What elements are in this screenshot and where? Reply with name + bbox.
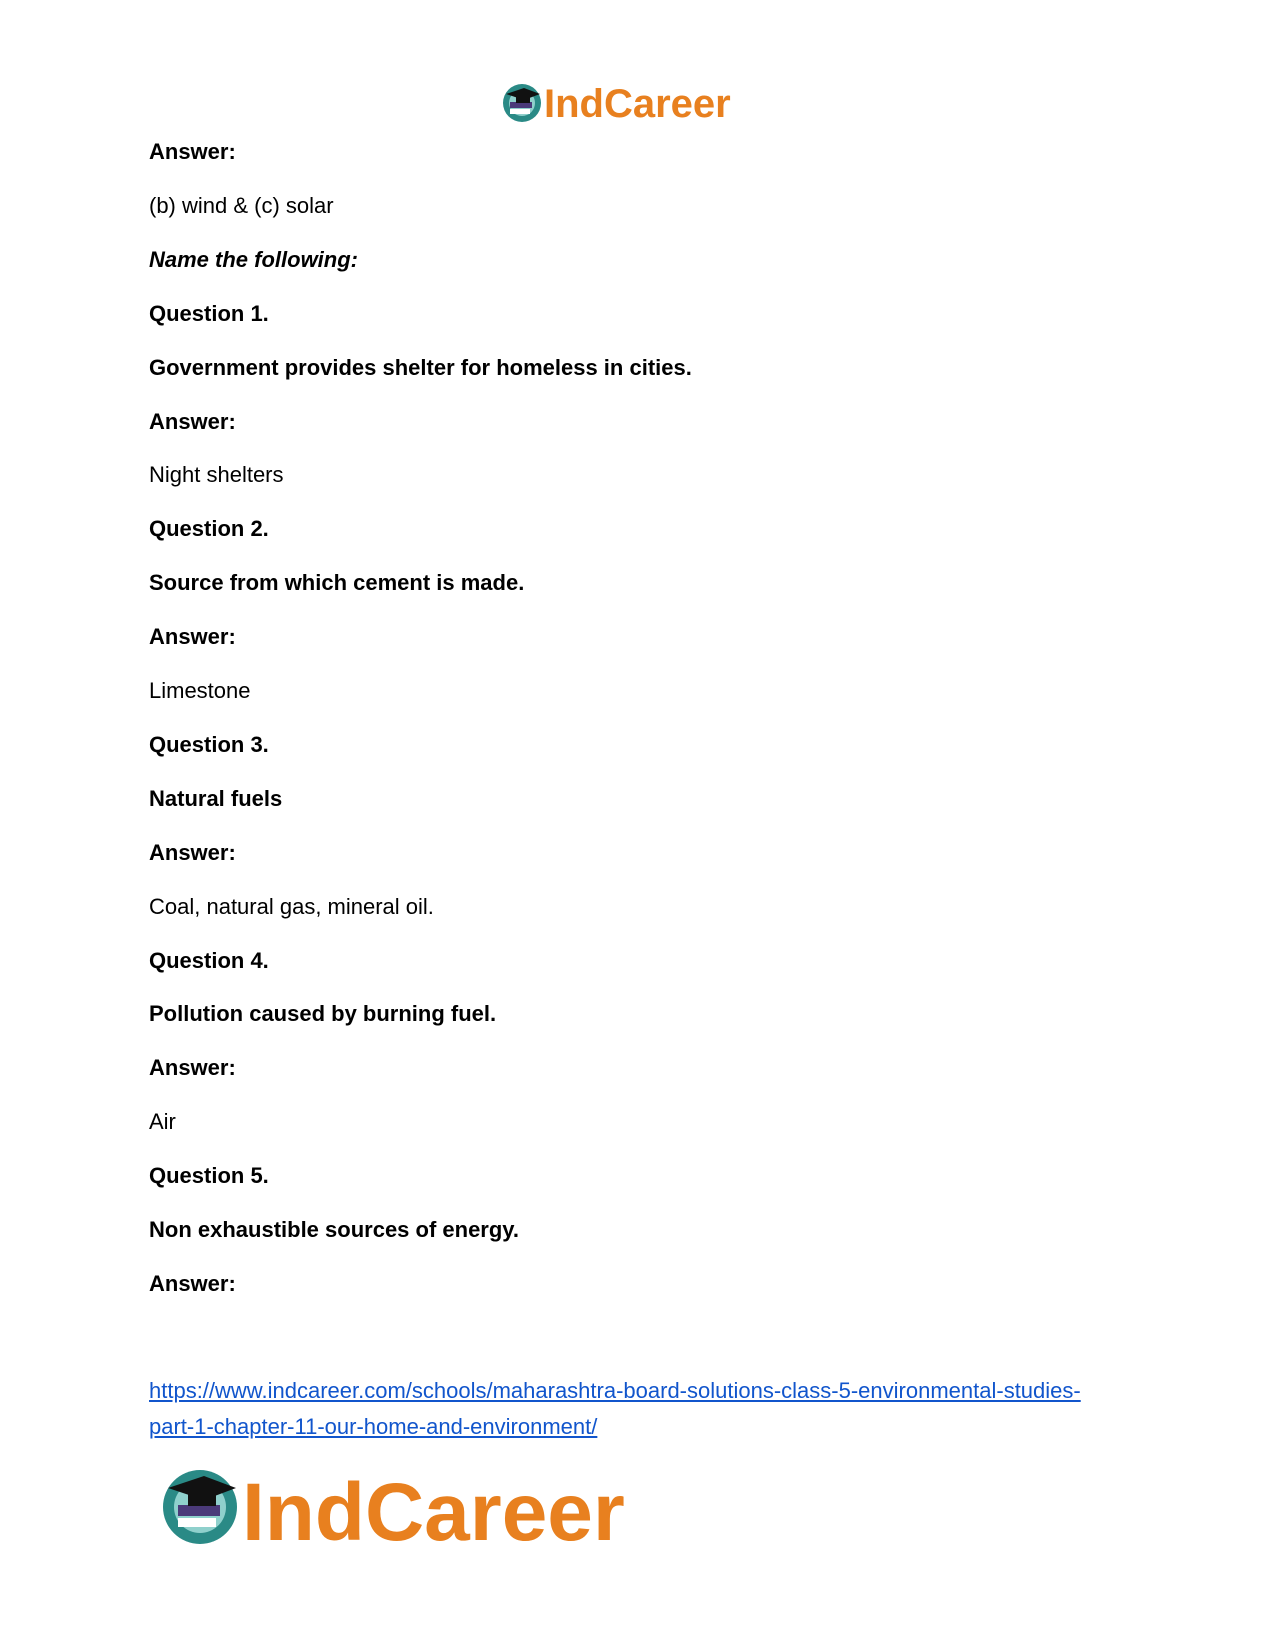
text-line: Coal, natural gas, mineral oil.: [149, 893, 434, 919]
text-line: Question 4.: [149, 947, 269, 973]
source-url-line-1[interactable]: https://www.indcareer.com/schools/maharashtra-board-solutions-class-5-environmental-studies-: [149, 1378, 1081, 1403]
text-line: Name the following:: [149, 246, 358, 272]
text-line: Answer:: [149, 839, 236, 865]
text-line: Natural fuels: [149, 785, 283, 811]
graduation-globe-icon: [163, 1470, 237, 1544]
logo-wordmark: IndCareer: [544, 82, 731, 126]
text-line: Source from which cement is made.: [149, 570, 525, 596]
text-line: Question 1.: [149, 300, 269, 326]
text-line: Limestone: [149, 678, 251, 703]
text-line: (b) wind & (c) solar: [149, 192, 334, 218]
text-line: Answer:: [149, 1270, 236, 1296]
text-line: Question 3.: [149, 731, 269, 757]
text-line: Air: [149, 1109, 176, 1135]
indcareer-logo-bottom: [160, 1460, 700, 1552]
source-url-link[interactable]: [149, 1373, 1149, 1445]
text-line: Night shelters: [149, 462, 284, 488]
logo-wordmark: IndCareer: [242, 1467, 625, 1552]
text-line: Government provides shelter for homeless in cities.: [149, 354, 692, 380]
text-line: Answer:: [149, 624, 236, 650]
text-line: Answer:: [149, 408, 236, 434]
source-url-line-2[interactable]: part-1-chapter-11-our-home-and-environment/: [149, 1414, 598, 1439]
text-line: Question 2.: [149, 516, 269, 542]
text-line: Question 5.: [149, 1163, 269, 1189]
text-line: Pollution caused by burning fuel.: [149, 1001, 497, 1027]
graduation-globe-icon: [503, 84, 541, 122]
text-line: Non exhaustible sources of energy.: [149, 1217, 520, 1242]
text-line: Answer:: [149, 139, 236, 164]
indcareer-logo-top: [500, 78, 780, 128]
text-line: Answer:: [149, 1055, 236, 1081]
